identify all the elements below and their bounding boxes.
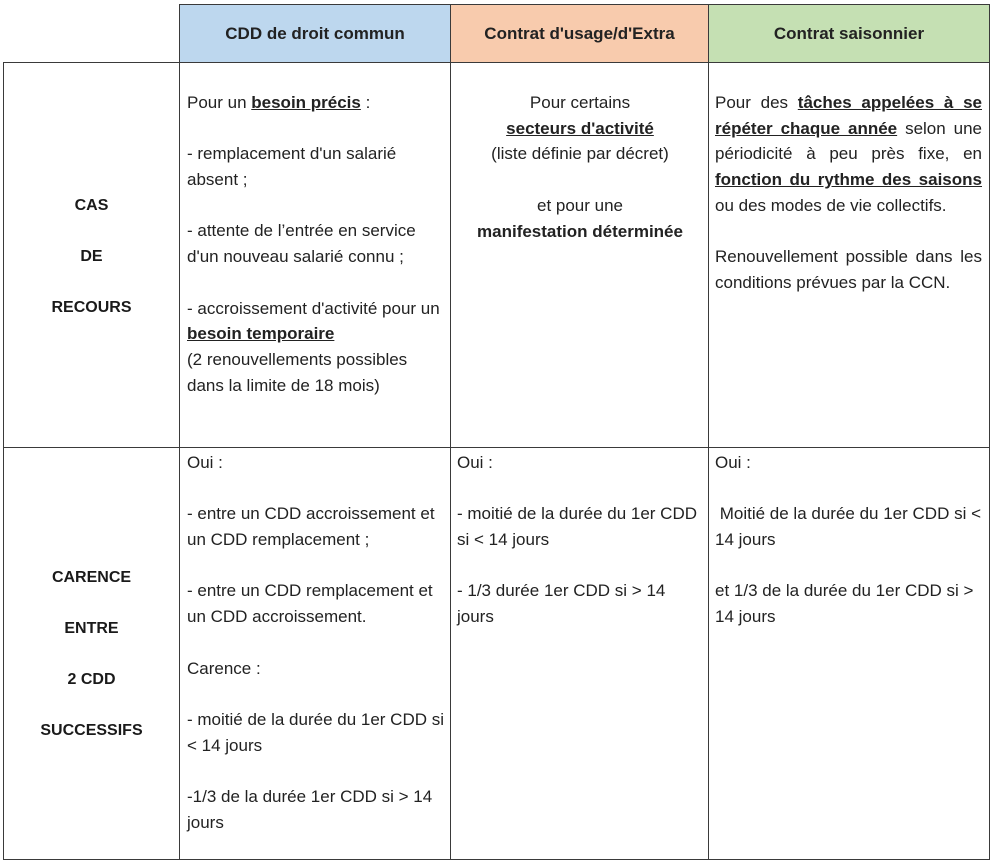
carence-saisonnier-oui: Oui : xyxy=(715,453,751,472)
table-rule xyxy=(3,447,990,448)
header-cdd-droit-commun: CDD de droit commun xyxy=(179,4,451,62)
recours-cdd-item: - accroissement d'activité pour un besoin temporaire xyxy=(187,298,440,344)
table-rule xyxy=(708,62,709,860)
recours-cdd-item: - attente de l’entrée en service d'un nouveau salarié connu ; xyxy=(187,221,416,267)
recours-usage-line: et pour une xyxy=(536,195,623,215)
carence-usage-item: - 1/3 durée 1er CDD si > 14 jours xyxy=(457,581,666,627)
carence-usage-oui: Oui : xyxy=(457,453,493,472)
recours-cdd-intro: Pour un besoin précis : xyxy=(187,93,371,112)
header-contrat-saisonnier: Contrat saisonnier xyxy=(708,4,990,62)
row-label-carence xyxy=(3,552,180,756)
recours-usage-line: secteurs d'activité xyxy=(506,118,654,138)
carence-saisonnier-item: et 1/3 de la durée du 1er CDD si > 14 jours xyxy=(715,581,974,627)
row-label-line: RECOURS xyxy=(51,299,132,316)
cell-recours-saisonnier xyxy=(715,90,982,296)
row-label-line: SUCCESSIFS xyxy=(40,722,143,739)
cell-carence-usage xyxy=(457,450,697,630)
cell-carence-cdd xyxy=(187,450,447,835)
carence-usage-item: - moitié de la durée du 1er CDD si < 14 jours xyxy=(457,504,698,550)
recours-cdd-item: - remplacement d'un salarié absent ; xyxy=(187,144,397,190)
carence-cdd-label: Carence : xyxy=(187,658,261,678)
carence-cdd-item: - entre un CDD accroissement et un CDD remplacement ; xyxy=(187,504,435,550)
recours-usage-line: manifestation déterminée xyxy=(477,221,683,241)
table-rule xyxy=(3,62,990,63)
carence-cdd-item: -1/3 de la durée 1er CDD si > 14 jours xyxy=(187,787,433,832)
cell-carence-saisonnier xyxy=(715,450,986,630)
recours-usage-line: Pour certains xyxy=(529,93,631,112)
table-rule xyxy=(3,859,990,860)
carence-cdd-item: - moitié de la durée du 1er CDD si < 14 jours xyxy=(187,709,445,755)
recours-usage-line: (liste définie par décret) xyxy=(491,144,669,164)
cell-recours-cdd xyxy=(187,90,445,398)
carence-cdd-oui: Oui : xyxy=(187,453,223,472)
row-label-line: DE xyxy=(80,248,103,265)
table-rule xyxy=(450,62,451,860)
recours-saisonnier-p2: Renouvellement possible dans les conditions prévues par la CCN. xyxy=(715,247,982,292)
recours-cdd-note: (2 renouvellements possibles dans la limite de 18 mois) xyxy=(187,349,408,395)
header-contrat-usage: Contrat d'usage/d'Extra xyxy=(450,4,709,62)
row-label-line: CAS xyxy=(74,197,109,214)
row-label-line: CARENCE xyxy=(51,569,132,586)
cell-recours-usage xyxy=(455,90,705,244)
carence-cdd-item: - entre un CDD remplacement et un CDD accroissement. xyxy=(187,581,433,627)
row-label-cas-de-recours xyxy=(3,180,180,333)
table-rule xyxy=(989,62,990,860)
row-label-line: ENTRE xyxy=(64,620,119,637)
recours-saisonnier-p1: Pour des tâches appelées à se répéter chaque année selon une périodicité à peu près fixe, en fonction du rythme des saisons ou des modes de vie collectifs. xyxy=(715,93,982,215)
carence-saisonnier-item: Moitié de la durée du 1er CDD si < 14 jours xyxy=(715,504,986,550)
row-label-line: 2 CDD xyxy=(67,671,116,688)
